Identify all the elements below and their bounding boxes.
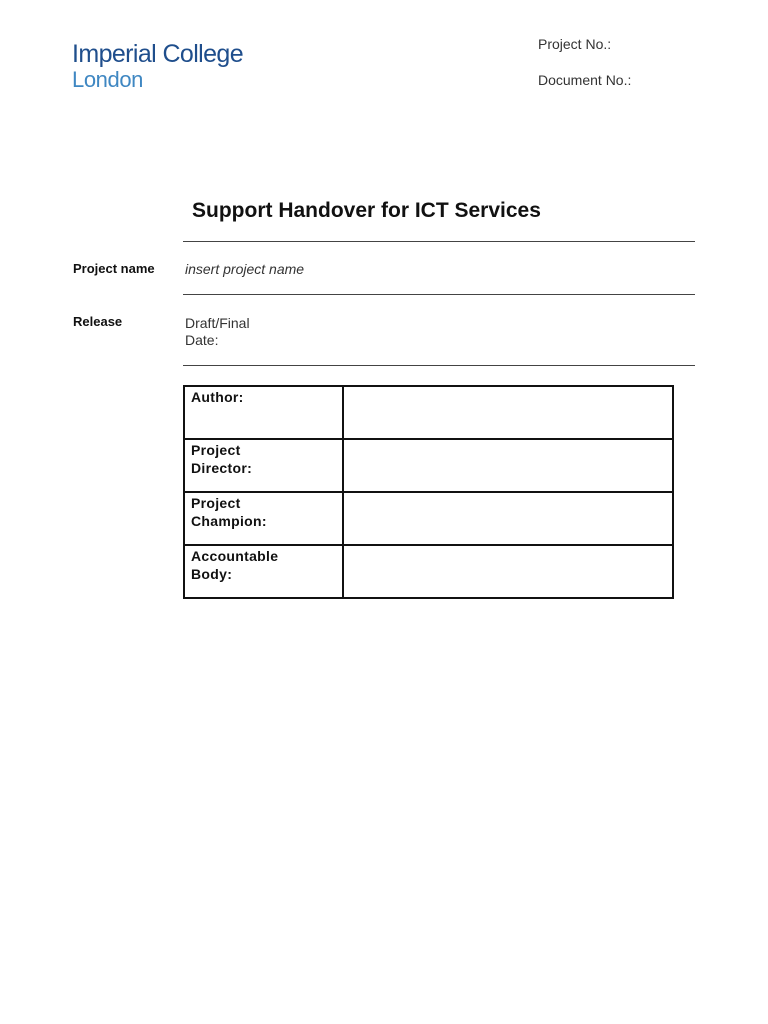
- logo-line-london: London: [72, 67, 144, 92]
- role-value-cell: [343, 386, 673, 439]
- role-label-cell: [184, 386, 343, 439]
- role-label-line: Project: [191, 495, 241, 511]
- table-row-project-director: [184, 439, 673, 492]
- project-no-label: Project No.:: [538, 36, 612, 52]
- release-label: Release: [73, 314, 123, 329]
- role-value-cell: [343, 492, 673, 545]
- role-label-cell: [184, 492, 343, 545]
- role-label-line: Body:: [191, 566, 233, 582]
- release-date-label: Date:: [185, 332, 219, 348]
- table-row-accountable-body: [184, 545, 673, 598]
- divider-line: [183, 294, 695, 295]
- document-title: Support Handover for ICT Services: [192, 199, 541, 222]
- release-status-value: Draft/Final: [185, 315, 250, 331]
- role-label-line: Champion:: [191, 513, 267, 529]
- imperial-college-logo: [72, 42, 243, 91]
- role-value-cell: [343, 439, 673, 492]
- role-value-cell: [343, 545, 673, 598]
- role-label-line: Director:: [191, 460, 253, 476]
- role-label-cell: [184, 439, 343, 492]
- role-label-line: Project: [191, 442, 241, 458]
- roles-table: [183, 385, 674, 599]
- role-label-line: Accountable: [191, 548, 279, 564]
- project-name-value: insert project name: [185, 261, 305, 277]
- table-row-author: [184, 386, 673, 439]
- divider-line: [183, 365, 695, 366]
- role-label-line: Author:: [191, 389, 244, 405]
- logo-line-imperial-college: Imperial College: [72, 40, 244, 68]
- document-no-label: Document No.:: [538, 72, 632, 88]
- project-name-label: Project name: [73, 261, 155, 276]
- divider-line: [183, 241, 695, 242]
- role-label-cell: [184, 545, 343, 598]
- table-row-project-champion: [184, 492, 673, 545]
